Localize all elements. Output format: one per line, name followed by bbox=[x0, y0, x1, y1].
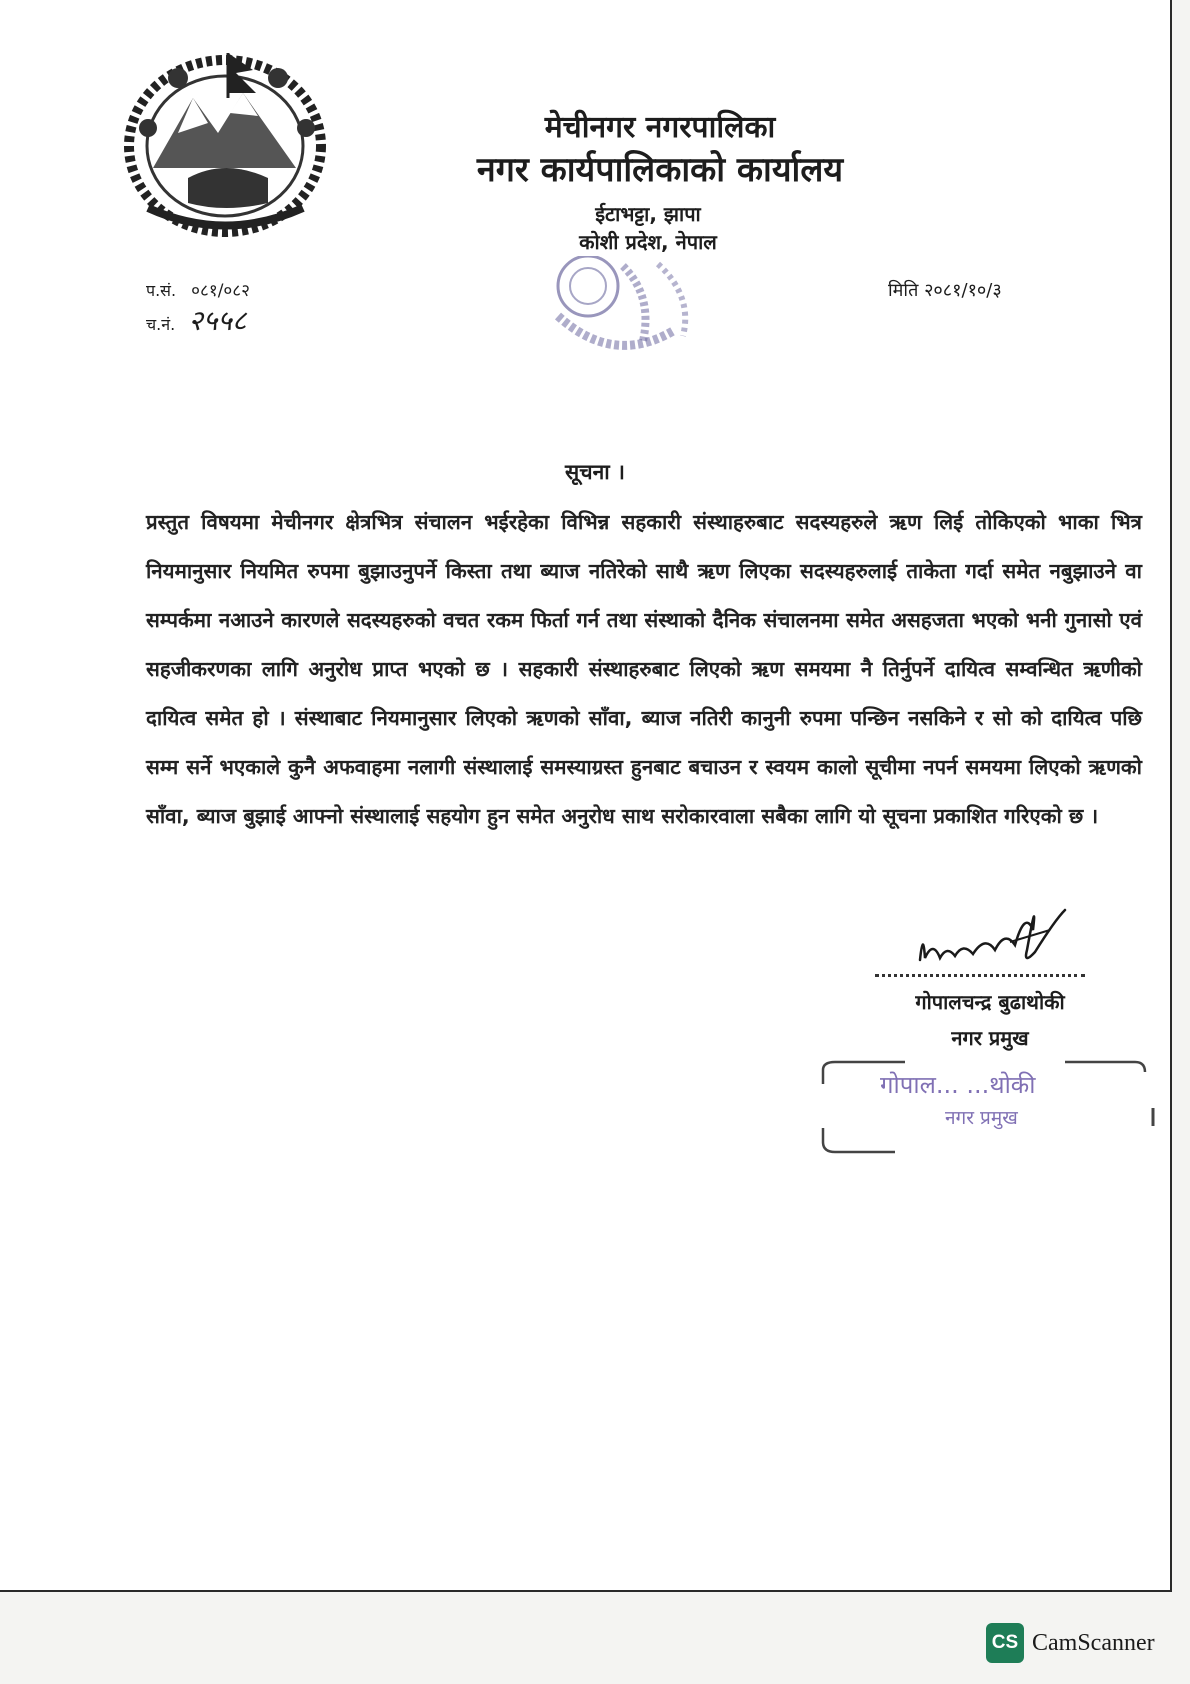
stamp-designation-text: नगर प्रमुख bbox=[945, 1107, 1018, 1129]
address-line-1: ईटाभट्टा, झापा bbox=[595, 202, 701, 226]
signatory-block bbox=[880, 984, 1100, 1056]
camscanner-icon: CS bbox=[986, 1623, 1024, 1663]
office-name: नगर कार्यपालिकाको कार्यालय bbox=[476, 150, 844, 190]
camscanner-watermark bbox=[986, 1623, 1155, 1663]
address-line-2: कोशी प्रदेश, नेपाल bbox=[579, 230, 717, 254]
reference-block bbox=[146, 276, 250, 340]
camscanner-brand: CamScanner bbox=[1032, 1629, 1155, 1656]
dispatch-number-row bbox=[146, 306, 250, 340]
issue-date: मिति २०८१/१०/३ bbox=[888, 280, 1002, 301]
fiscal-year-label: प.सं. bbox=[146, 281, 177, 300]
stamp-name-text: गोपाल... ...थोकी bbox=[880, 1071, 1036, 1099]
dispatch-number-label: च.नं. bbox=[146, 315, 176, 334]
signature-line bbox=[875, 974, 1085, 977]
signatory-name: गोपालचन्द्र बुढाथोकी bbox=[915, 990, 1065, 1014]
fiscal-year-value: ०८१/०८२ bbox=[191, 281, 250, 301]
nepal-government-emblem bbox=[118, 38, 333, 238]
municipality-name: मेचीनगर नगरपालिका bbox=[544, 110, 776, 145]
name-stamp bbox=[815, 1056, 1160, 1160]
dispatch-number-value: २५५८ bbox=[188, 304, 247, 337]
letterhead bbox=[400, 108, 920, 192]
notice-body: प्रस्तुत विषयमा मेचीनगर क्षेत्रभित्र संचालन भईरहेका विभिन्न सहकारी संस्थाहरुबाट सदस्यहरुले ऋण लिई तोकिएको भाका भित्र नियमानुसार नियमित रुपमा बुझाउनुपर्ने किस्ता तथा ब्याज नतिरेको साथै ऋण लिएका सदस्यहरुलाई ताकेता गर्दा समेत नबुझाउने वा सम्पर्कमा नआउने कारणले सदस्यहरुको वचत रकम फिर्ता गर्न तथा संस्थाको दैनिक संचालनमा समेत असहजता भएको भनी गुनासो एवं सहजीकरणका लागि अनुरोध प्राप्त भएको छ । सहकारी संस्थाहरुबाट लिएको ऋण समयमा नै तिर्नुपर्ने दायित्व सम्वन्धित ऋणीको दायित्व समेत हो । संस्थाबाट नियमानुसार लिएको ऋणको साँवा, ब्याज नतिरी कानुनी रुपमा पन्छिन नसकिने र सो को दायित्व पछि सम्म सर्ने भएकाले कुनै अफवाहमा नलागी संस्थालाई समस्याग्रस्त हुनबाट बचाउन र स्वयम कालो सूचीमा नपर्न समयमा लिएको ऋणको साँवा, ब्याज बुझाई आफ्नो संस्थालाई सहयोग हुन समेत अनुरोध साथ सरोकारवाला सबैका लागि यो सूचना प्रकाशित गरिएको छ । bbox=[146, 510, 1142, 828]
handwritten-signature bbox=[915, 890, 1105, 970]
fiscal-year-row bbox=[146, 276, 250, 306]
notice-title: सूचना । bbox=[565, 460, 625, 484]
office-address bbox=[548, 200, 748, 256]
office-seal bbox=[543, 256, 713, 368]
signatory-designation: नगर प्रमुख bbox=[951, 1026, 1029, 1050]
